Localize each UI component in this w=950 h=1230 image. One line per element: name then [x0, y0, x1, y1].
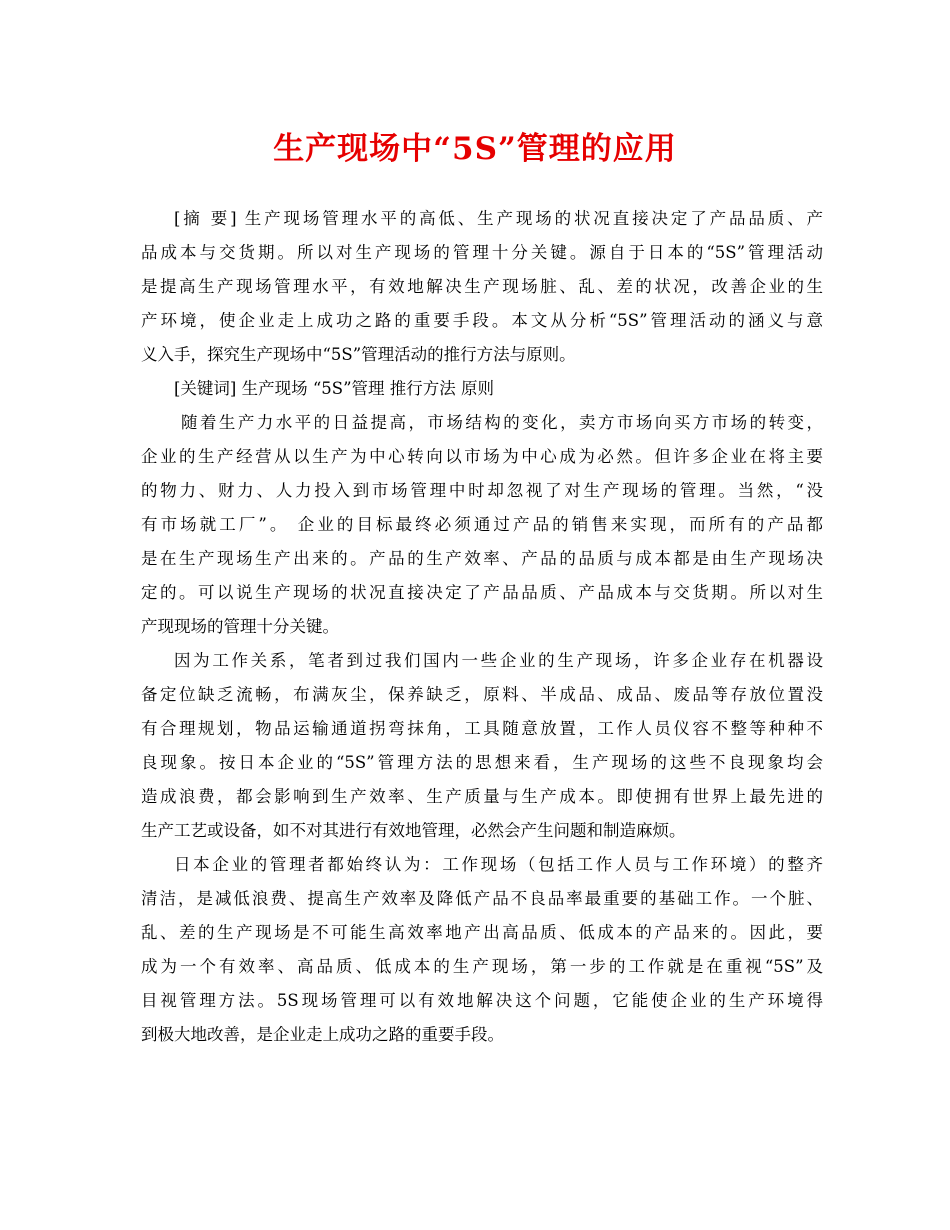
- abstract-line: 是提高生产现场管理水平，有效地解决生产现场脏、乱、差的状况，改善企业的生: [141, 277, 823, 296]
- paragraph-line: 产现现场的管理十分关键。: [141, 617, 339, 636]
- paragraph-line: 清洁，是减低浪费、提高生产效率及降低产品不良品率最重要的基础工作。一个脏、: [141, 889, 823, 908]
- paragraph-line: 良现象。按日本企业的“5S”管理方法的思想来看，生产现场的这些不良现象均会: [141, 753, 823, 772]
- paragraph-line: 日本企业的管理者都始终认为：工作现场（包括工作人员与工作环境）的整齐: [174, 855, 823, 874]
- paragraph-line: 定的。可以说生产现场的状况直接决定了产品品质、产品成本与交货期。所以对生: [141, 583, 823, 602]
- paragraph-line: 随着生产力水平的日益提高，市场结构的变化，卖方市场向买方市场的转变，: [181, 413, 823, 432]
- paragraph-line: 有合理规划，物品运输通道拐弯抹角，工具随意放置，工作人员仪容不整等种种不: [141, 719, 823, 738]
- paragraph-line: 目视管理方法。5S现场管理可以有效地解决这个问题，它能使企业的生产环境得: [141, 991, 823, 1010]
- paragraph-line: 的物力、财力、人力投入到市场管理中时却忽视了对生产现场的管理。当然，“没: [141, 481, 823, 500]
- paragraph-line: 是在生产现场生产出来的。产品的生产效率、产品的品质与成本都是由生产现场决: [141, 549, 823, 568]
- paragraph-line: 到极大地改善，是企业走上成功之路的重要手段。: [141, 1025, 504, 1044]
- abstract-line: 品成本与交货期。所以对生产现场的管理十分关键。源自于日本的“5S”管理活动: [141, 243, 823, 262]
- paragraph-line: 因为工作关系，笔者到过我们国内一些企业的生产现场，许多企业存在机器设: [174, 651, 823, 670]
- document-title: 生产现场中“5S”管理的应用: [273, 131, 677, 167]
- paragraph-line: 成为一个有效率、高品质、低成本的生产现场，第一步的工作就是在重视“5S”及: [141, 957, 823, 976]
- keywords-line: [关键词] 生产现场 “5S”管理 推行方法 原则: [174, 379, 495, 398]
- paragraph-line: 企业的生产经营从以生产为中心转向以市场为中心成为必然。但许多企业在将主要: [141, 447, 823, 466]
- paragraph-line: 造成浪费，都会影响到生产效率、生产质量与生产成本。即使拥有世界上最先进的: [141, 787, 823, 806]
- paragraph-line: 备定位缺乏流畅，布满灰尘，保养缺乏，原料、半成品、成品、废品等存放位置没: [141, 685, 823, 704]
- abstract-line: [摘 要] 生产现场管理水平的高低、生产现场的状况直接决定了产品品质、产: [174, 209, 823, 228]
- paragraph-line: 乱、差的生产现场是不可能生高效率地产出高品质、低成本的产品来的。因此，要: [141, 923, 823, 942]
- paragraph-line: 生产工艺或设备，如不对其进行有效地管理，必然会产生问题和制造麻烦。: [141, 821, 686, 840]
- abstract-line: 义入手，探究生产现场中“5S”管理活动的推行方法与原则。: [141, 345, 576, 364]
- paragraph-line: 有市场就工厂”。 企业的目标最终必须通过产品的销售来实现，而所有的产品都: [141, 515, 823, 534]
- document-body: [141, 202, 823, 1052]
- abstract-line: 产环境，使企业走上成功之路的重要手段。本文从分析“5S”管理活动的涵义与意: [141, 311, 823, 330]
